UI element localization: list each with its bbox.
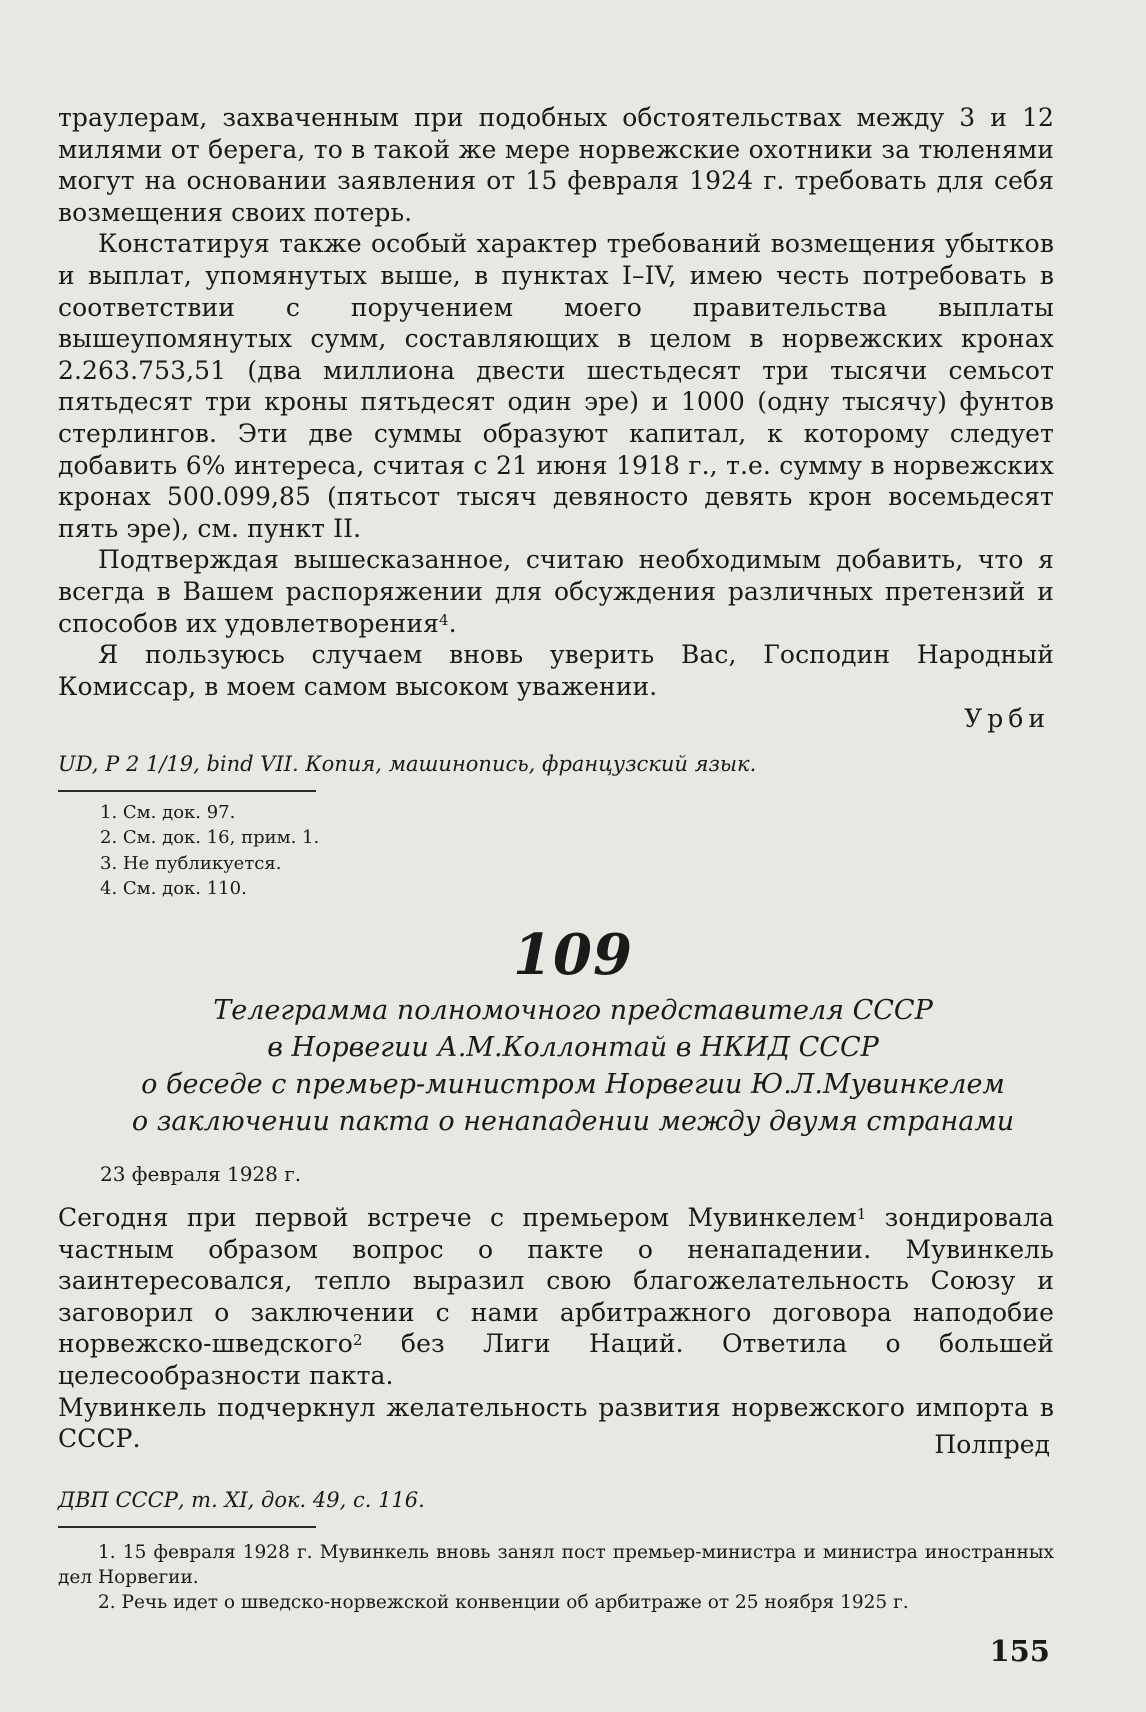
paragraph: Мувинкель подчеркнул желательность развития норвежского импорта в СССР.	[58, 1392, 1054, 1454]
signature-polpred: Полпред	[934, 1430, 1050, 1459]
heading-line: Телеграмма полномочного представителя СССР	[213, 995, 933, 1026]
footnote-divider	[58, 790, 316, 792]
footnote-item: 2. См. док. 16, прим. 1.	[100, 827, 320, 849]
paragraph-text: Сегодня при первой встрече с премьером Мувинкелем	[58, 1203, 857, 1232]
footnote-item: 1. См. док. 97.	[100, 802, 236, 823]
paragraph-text: зондировала частным образом вопрос о пакте о ненападении. Мувинкель заинтересовался, тепло выразил свою благожелательность Союзу и заговорил о заключении с нами арбитражного договора наподобие норвежско-шведского	[58, 1203, 1055, 1359]
document-date: 23 февраля 1928 г.	[100, 1162, 302, 1186]
publication-source: ДВП СССР, т. XI, док. 49, с. 116.	[58, 1488, 425, 1512]
footnote-item: 1. 15 февраля 1928 г. Мувинкель вновь занял пост премьер-министра и министра иностранных дел Норвегии.	[58, 1542, 1054, 1588]
paragraph-text: Подтверждая вышесказанное, считаю необходимым добавить, что я всегда в Вашем распоряжении для обсуждения различных претензий и способов их удовлетворения	[58, 545, 1054, 638]
paragraph: траулерам, захваченным при подобных обстоятельствах между 3 и 12 милями от берега, то в такой же мере норвежские охотники за тюленями могут на основании заявления от 15 февраля 1924 г. требовать для себя возмещения своих потерь.	[58, 103, 1054, 227]
paragraph: Я пользуюсь случаем вновь уверить Вас, Господин Народный Комиссар, в моем самом высоком уважении.	[58, 640, 1054, 701]
heading-line: о заключении пакта о ненападении между двумя странами	[131, 1106, 1015, 1137]
archive-source: UD, P 2 1/19, bind VII. Копия, машинопись, французский язык.	[58, 752, 757, 776]
heading-line: в Норвегии А.М.Коллонтай в НКИД СССР	[267, 1032, 879, 1063]
footnotes-list	[100, 800, 319, 902]
telegram-body	[58, 1202, 1054, 1455]
footnote-ref: 1	[856, 1205, 867, 1223]
paragraph-text: без Лиги Наций. Ответила о большей целесообразности пакта.	[58, 1329, 1054, 1390]
paragraph	[58, 1202, 1054, 1392]
document-number: 109	[513, 922, 633, 988]
paragraph	[58, 544, 1054, 639]
paragraph-end: .	[448, 608, 457, 638]
page-number: 155	[989, 1634, 1050, 1668]
document-heading	[0, 992, 1146, 1140]
continuation-text	[58, 102, 1054, 702]
footnote-item: 3. Не публикуется.	[100, 852, 282, 874]
signature-urbi: Урби	[964, 704, 1050, 733]
heading-line: о беседе с премьер-министром Норвегии Ю.Л.Мувинкелем	[141, 1069, 1005, 1100]
footnote-ref: 2	[352, 1331, 363, 1350]
footnotes-list	[58, 1540, 1054, 1615]
footnote-ref: 4	[438, 610, 449, 629]
footnote-item: 2. Речь идет о шведско-норвежской конвенции об арбитраже от 25 ноября 1925 г.	[98, 1592, 909, 1613]
footnote-item: 4. См. док. 110.	[100, 878, 247, 900]
paragraph: Констатируя также особый характер требований возмещения убытков и выплат, упомянутых выше, в пунктах I–IV, имею честь потребовать в соответствии с поручением моего правительства выплаты вышеупомянутых сумм, составляющих в целом в норвежских кронах 2.263.753,51 (два миллиона двести шестьдесят три тысячи семьсот пятьдесят три кроны пятьдесят один эре) и 1000 (одну тысячу) фунтов стерлингов. Эти две суммы образуют капитал, к которому следует добавить 6% интереса, считая с 21 июня 1918 г., т.е. сумму в норвежских кронах 500.099,85 (пятьсот тысяч девяносто девять крон восемьдесят пять эре), см. пункт II.	[58, 229, 1054, 543]
footnote-divider	[58, 1526, 316, 1528]
